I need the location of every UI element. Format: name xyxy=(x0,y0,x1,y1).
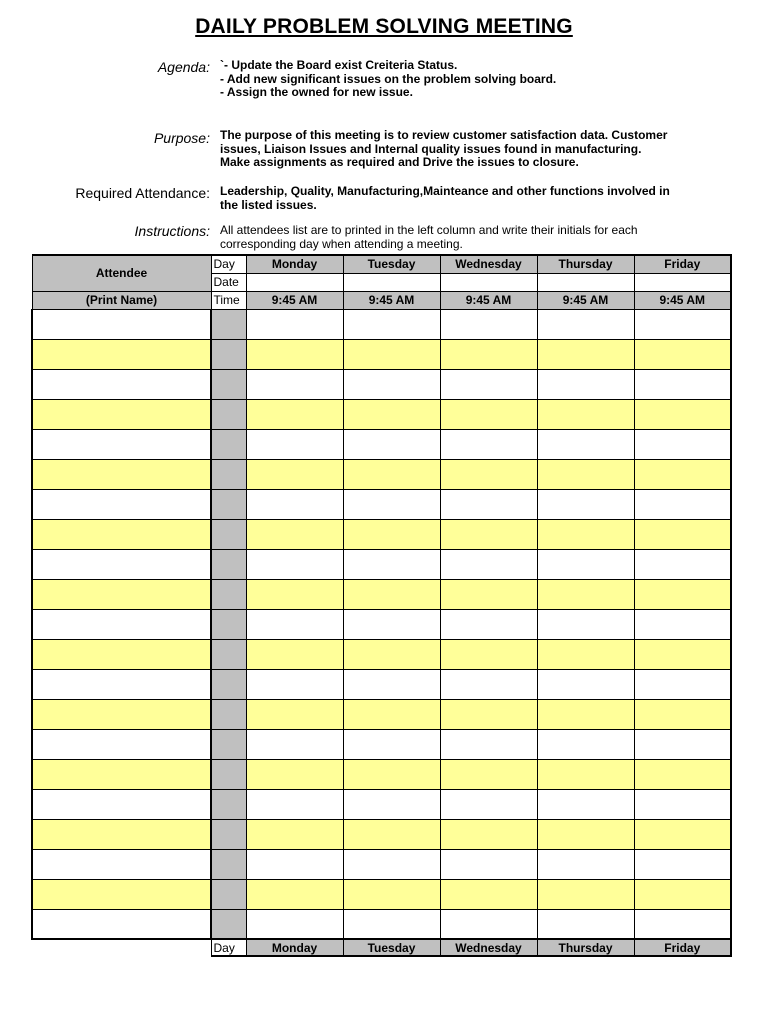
attendee-name-cell[interactable] xyxy=(32,549,211,579)
attendee-row xyxy=(32,429,731,459)
initials-cell-tuesday[interactable] xyxy=(343,339,440,369)
initials-cell-monday[interactable] xyxy=(246,669,343,699)
spacer-cell xyxy=(211,759,246,789)
attendee-subheader: (Print Name) xyxy=(32,291,211,309)
initials-cell-tuesday[interactable] xyxy=(343,699,440,729)
initials-cell-friday[interactable] xyxy=(634,399,731,429)
initials-cell-monday[interactable] xyxy=(246,369,343,399)
spacer-cell xyxy=(211,549,246,579)
initials-cell-friday[interactable] xyxy=(634,579,731,609)
initials-cell-wednesday[interactable] xyxy=(440,819,537,849)
instructions-label: Instructions: xyxy=(134,223,210,239)
attendee-name-cell[interactable] xyxy=(32,819,211,849)
attendee-row xyxy=(32,489,731,519)
spacer-cell xyxy=(211,819,246,849)
initials-cell-thursday[interactable] xyxy=(537,639,634,669)
initials-cell-thursday[interactable] xyxy=(537,339,634,369)
day-header-thursday: Thursday xyxy=(537,255,634,273)
initials-cell-friday[interactable] xyxy=(634,459,731,489)
initials-cell-thursday[interactable] xyxy=(537,909,634,939)
initials-cell-friday[interactable] xyxy=(634,609,731,639)
initials-cell-monday[interactable] xyxy=(246,819,343,849)
time-cell-tuesday: 9:45 AM xyxy=(343,291,440,309)
date-cell-monday[interactable] xyxy=(246,273,343,291)
time-cell-friday: 9:45 AM xyxy=(634,291,731,309)
initials-cell-thursday[interactable] xyxy=(537,549,634,579)
initials-cell-thursday[interactable] xyxy=(537,759,634,789)
time-label: Time xyxy=(211,291,246,309)
attendee-row xyxy=(32,849,731,879)
agenda-line: `- Update the Board exist Creiteria Status. xyxy=(220,58,458,72)
attendee-name-cell[interactable] xyxy=(32,609,211,639)
initials-cell-wednesday[interactable] xyxy=(440,879,537,909)
spacer-cell xyxy=(211,579,246,609)
initials-cell-friday[interactable] xyxy=(634,489,731,519)
attendee-row xyxy=(32,369,731,399)
initials-cell-wednesday[interactable] xyxy=(440,909,537,939)
footer-day-friday: Friday xyxy=(634,939,731,956)
initials-cell-thursday[interactable] xyxy=(537,819,634,849)
spacer-cell xyxy=(211,459,246,489)
day-header-friday: Friday xyxy=(634,255,731,273)
initials-cell-friday[interactable] xyxy=(634,699,731,729)
initials-cell-monday[interactable] xyxy=(246,579,343,609)
page-title: DAILY PROBLEM SOLVING MEETING xyxy=(195,15,573,38)
initials-cell-monday[interactable] xyxy=(246,339,343,369)
instructions-line: All attendees list are to printed in the left column and write their initials for each xyxy=(220,223,638,237)
attendance-table xyxy=(31,254,732,957)
initials-cell-wednesday[interactable] xyxy=(440,339,537,369)
initials-cell-monday[interactable] xyxy=(246,459,343,489)
initials-cell-wednesday[interactable] xyxy=(440,459,537,489)
spacer-cell xyxy=(211,429,246,459)
footer-spacer xyxy=(32,939,211,956)
initials-cell-monday[interactable] xyxy=(246,609,343,639)
initials-cell-wednesday[interactable] xyxy=(440,489,537,519)
initials-cell-friday[interactable] xyxy=(634,309,731,339)
attendee-row xyxy=(32,699,731,729)
initials-cell-monday[interactable] xyxy=(246,849,343,879)
initials-cell-thursday[interactable] xyxy=(537,849,634,879)
date-cell-tuesday[interactable] xyxy=(343,273,440,291)
initials-cell-tuesday[interactable] xyxy=(343,309,440,339)
initials-cell-friday[interactable] xyxy=(634,549,731,579)
attendee-name-cell[interactable] xyxy=(32,909,211,939)
initials-cell-friday[interactable] xyxy=(634,339,731,369)
initials-cell-thursday[interactable] xyxy=(537,519,634,549)
initials-cell-wednesday[interactable] xyxy=(440,579,537,609)
initials-cell-tuesday[interactable] xyxy=(343,789,440,819)
date-cell-friday[interactable] xyxy=(634,273,731,291)
initials-cell-wednesday[interactable] xyxy=(440,549,537,579)
attendee-name-cell[interactable] xyxy=(32,669,211,699)
initials-cell-wednesday[interactable] xyxy=(440,849,537,879)
initials-cell-tuesday[interactable] xyxy=(343,519,440,549)
initials-cell-thursday[interactable] xyxy=(537,399,634,429)
attendee-row xyxy=(32,549,731,579)
initials-cell-thursday[interactable] xyxy=(537,789,634,819)
initials-cell-monday[interactable] xyxy=(246,399,343,429)
initials-cell-wednesday[interactable] xyxy=(440,699,537,729)
attendance-label: Required Attendance: xyxy=(75,185,210,201)
initials-cell-wednesday[interactable] xyxy=(440,519,537,549)
agenda-line: - Assign the owned for new issue. xyxy=(220,85,413,99)
footer-day-wednesday: Wednesday xyxy=(440,939,537,956)
purpose-line: Make assignments as required and Drive the issues to closure. xyxy=(220,155,579,169)
initials-cell-thursday[interactable] xyxy=(537,729,634,759)
initials-cell-tuesday[interactable] xyxy=(343,849,440,879)
attendee-name-cell[interactable] xyxy=(32,759,211,789)
attendance-line: the listed issues. xyxy=(220,197,317,212)
initials-cell-tuesday[interactable] xyxy=(343,879,440,909)
attendee-name-cell[interactable] xyxy=(32,729,211,759)
attendee-name-cell[interactable] xyxy=(32,639,211,669)
instructions-text xyxy=(220,224,740,251)
spacer-cell xyxy=(211,699,246,729)
instructions-line: corresponding day when attending a meeting. xyxy=(220,236,463,251)
attendee-name-cell[interactable] xyxy=(32,789,211,819)
footer-day-tuesday: Tuesday xyxy=(343,939,440,956)
initials-cell-wednesday[interactable] xyxy=(440,369,537,399)
attendee-row xyxy=(32,339,731,369)
spacer-cell xyxy=(211,849,246,879)
initials-cell-friday[interactable] xyxy=(634,789,731,819)
attendee-name-cell[interactable] xyxy=(32,459,211,489)
initials-cell-monday[interactable] xyxy=(246,429,343,459)
spacer-cell xyxy=(211,609,246,639)
initials-cell-wednesday[interactable] xyxy=(440,309,537,339)
initials-cell-friday[interactable] xyxy=(634,759,731,789)
agenda-label: Agenda: xyxy=(157,59,210,75)
initials-cell-monday[interactable] xyxy=(246,729,343,759)
initials-cell-wednesday[interactable] xyxy=(440,729,537,759)
attendee-name-cell[interactable] xyxy=(32,489,211,519)
spacer-cell xyxy=(211,879,246,909)
attendee-row xyxy=(32,819,731,849)
attendee-row xyxy=(32,459,731,489)
spacer-cell xyxy=(211,729,246,759)
attendee-name-cell[interactable] xyxy=(32,399,211,429)
initials-cell-thursday[interactable] xyxy=(537,609,634,639)
spacer-cell xyxy=(211,489,246,519)
initials-cell-wednesday[interactable] xyxy=(440,429,537,459)
spacer-cell xyxy=(211,639,246,669)
footer-day-thursday: Thursday xyxy=(537,939,634,956)
spacer-cell xyxy=(211,669,246,699)
initials-cell-monday[interactable] xyxy=(246,759,343,789)
initials-cell-tuesday[interactable] xyxy=(343,429,440,459)
initials-cell-friday[interactable] xyxy=(634,369,731,399)
initials-cell-friday[interactable] xyxy=(634,519,731,549)
initials-cell-friday[interactable] xyxy=(634,729,731,759)
initials-cell-thursday[interactable] xyxy=(537,429,634,459)
initials-cell-wednesday[interactable] xyxy=(440,399,537,429)
attendee-row xyxy=(32,519,731,549)
initials-cell-thursday[interactable] xyxy=(537,369,634,399)
initials-cell-tuesday[interactable] xyxy=(343,669,440,699)
footer-day-monday: Monday xyxy=(246,939,343,956)
purpose-line: issues, Liaison Issues and Internal quality issues found in manufacturing. xyxy=(220,141,642,156)
initials-cell-thursday[interactable] xyxy=(537,699,634,729)
spacer-cell xyxy=(211,369,246,399)
initials-cell-friday[interactable] xyxy=(634,429,731,459)
attendance-line: Leadership, Quality, Manufacturing,Mainteance and other functions involved in xyxy=(220,184,670,198)
attendee-row xyxy=(32,309,731,339)
spacer-cell xyxy=(211,399,246,429)
initials-cell-monday[interactable] xyxy=(246,699,343,729)
spacer-cell xyxy=(211,519,246,549)
initials-cell-tuesday[interactable] xyxy=(343,369,440,399)
spacer-cell xyxy=(211,309,246,339)
initials-cell-thursday[interactable] xyxy=(537,579,634,609)
initials-cell-monday[interactable] xyxy=(246,909,343,939)
initials-cell-wednesday[interactable] xyxy=(440,669,537,699)
initials-cell-tuesday[interactable] xyxy=(343,399,440,429)
initials-cell-thursday[interactable] xyxy=(537,459,634,489)
attendance-text xyxy=(220,185,740,212)
initials-cell-thursday[interactable] xyxy=(537,489,634,519)
day-header-wednesday: Wednesday xyxy=(440,255,537,273)
attendee-name-cell[interactable] xyxy=(32,579,211,609)
initials-cell-friday[interactable] xyxy=(634,669,731,699)
initials-cell-friday[interactable] xyxy=(634,879,731,909)
spacer-cell xyxy=(211,789,246,819)
date-cell-wednesday[interactable] xyxy=(440,273,537,291)
initials-cell-monday[interactable] xyxy=(246,489,343,519)
attendee-row xyxy=(32,579,731,609)
initials-cell-tuesday[interactable] xyxy=(343,729,440,759)
initials-cell-tuesday[interactable] xyxy=(343,639,440,669)
attendee-name-cell[interactable] xyxy=(32,369,211,399)
date-label: Date xyxy=(211,273,246,291)
initials-cell-tuesday[interactable] xyxy=(343,549,440,579)
initials-cell-thursday[interactable] xyxy=(537,879,634,909)
initials-cell-friday[interactable] xyxy=(634,849,731,879)
attendee-row xyxy=(32,759,731,789)
initials-cell-tuesday[interactable] xyxy=(343,579,440,609)
agenda-text xyxy=(220,59,740,100)
initials-cell-monday[interactable] xyxy=(246,309,343,339)
time-cell-wednesday: 9:45 AM xyxy=(440,291,537,309)
initials-cell-friday[interactable] xyxy=(634,909,731,939)
attendee-header: Attendee xyxy=(32,255,211,291)
attendee-name-cell[interactable] xyxy=(32,879,211,909)
purpose-line: The purpose of this meeting is to review customer satisfaction data. Customer xyxy=(220,128,668,142)
attendee-row xyxy=(32,909,731,939)
spacer-cell xyxy=(211,339,246,369)
initials-cell-tuesday[interactable] xyxy=(343,819,440,849)
date-cell-thursday[interactable] xyxy=(537,273,634,291)
attendee-row xyxy=(32,729,731,759)
initials-cell-monday[interactable] xyxy=(246,519,343,549)
initials-cell-friday[interactable] xyxy=(634,819,731,849)
attendee-name-cell[interactable] xyxy=(32,519,211,549)
attendee-row xyxy=(32,669,731,699)
attendee-row xyxy=(32,879,731,909)
attendee-name-cell[interactable] xyxy=(32,699,211,729)
time-cell-thursday: 9:45 AM xyxy=(537,291,634,309)
attendee-row xyxy=(32,609,731,639)
initials-cell-monday[interactable] xyxy=(246,789,343,819)
purpose-label: Purpose: xyxy=(153,130,210,146)
attendee-row xyxy=(32,399,731,429)
initials-cell-monday[interactable] xyxy=(246,639,343,669)
initials-cell-thursday[interactable] xyxy=(537,309,634,339)
initials-cell-monday[interactable] xyxy=(246,549,343,579)
attendee-row xyxy=(32,639,731,669)
initials-cell-wednesday[interactable] xyxy=(440,789,537,819)
initials-cell-thursday[interactable] xyxy=(537,669,634,699)
initials-cell-tuesday[interactable] xyxy=(343,609,440,639)
time-cell-monday: 9:45 AM xyxy=(246,291,343,309)
attendee-name-cell[interactable] xyxy=(32,309,211,339)
attendee-name-cell[interactable] xyxy=(32,339,211,369)
initials-cell-friday[interactable] xyxy=(634,639,731,669)
purpose-text xyxy=(220,129,740,170)
day-header-tuesday: Tuesday xyxy=(343,255,440,273)
attendee-name-cell[interactable] xyxy=(32,849,211,879)
initials-cell-wednesday[interactable] xyxy=(440,639,537,669)
initials-cell-tuesday[interactable] xyxy=(343,489,440,519)
initials-cell-tuesday[interactable] xyxy=(343,459,440,489)
day-label: Day xyxy=(211,255,246,273)
footer-day-label: Day xyxy=(211,939,246,956)
day-header-monday: Monday xyxy=(246,255,343,273)
spacer-cell xyxy=(211,909,246,939)
agenda-line: - Add new significant issues on the problem solving board. xyxy=(220,71,557,86)
initials-cell-wednesday[interactable] xyxy=(440,609,537,639)
initials-cell-monday[interactable] xyxy=(246,879,343,909)
attendee-row xyxy=(32,789,731,819)
initials-cell-tuesday[interactable] xyxy=(343,759,440,789)
initials-cell-tuesday[interactable] xyxy=(343,909,440,939)
attendee-name-cell[interactable] xyxy=(32,429,211,459)
initials-cell-wednesday[interactable] xyxy=(440,759,537,789)
